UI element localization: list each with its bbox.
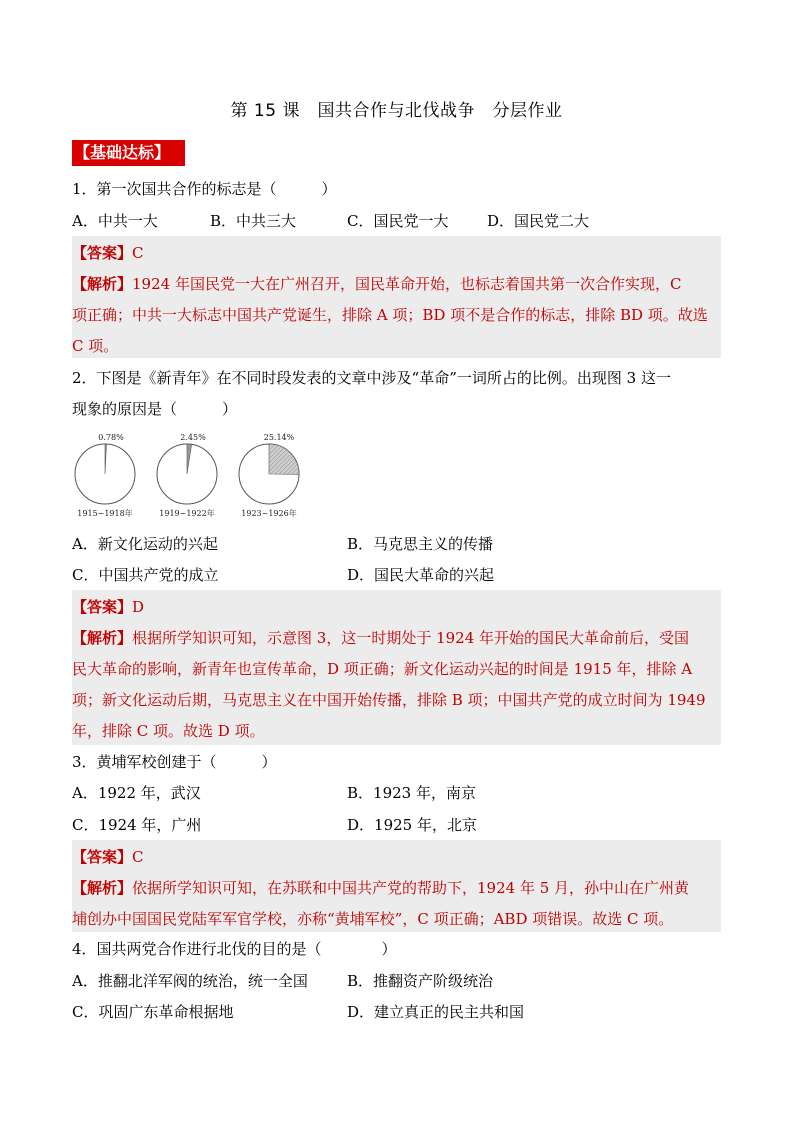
answer-value: D (132, 598, 145, 616)
answer-label: 【答案】 (72, 598, 133, 616)
pie-value-label: 2.45% (180, 433, 206, 442)
answer-label: 【答案】 (72, 848, 133, 866)
q3-option-a[interactable]: A．1922 年，武汉 (72, 784, 201, 802)
q2-answer (72, 597, 144, 617)
q1-analysis-line-1 (72, 274, 681, 294)
q1-option-c[interactable]: C．国民党一大 (347, 212, 449, 230)
q3-option-c[interactable]: C．1924 年，广州 (72, 816, 202, 834)
q2-analysis-line-4: 年，排除 C 项。故选 D 项。 (72, 722, 265, 740)
answer-value: C (132, 244, 144, 262)
q3-analysis-line-2: 埔创办中国国民党陆军军官学校，亦称“黄埔军校”，C 项正确；ABD 项错误。故选 C 项。 (72, 910, 674, 928)
q1-stem: 1．第一次国共合作的标志是（ ） (72, 180, 337, 198)
q1-answer-box (72, 236, 721, 358)
q2-analysis-line-1 (72, 628, 689, 648)
q3-analysis-line-1 (72, 878, 689, 898)
q1-analysis-line-3: C 项。 (72, 337, 119, 355)
pie-chart-figure (68, 426, 318, 526)
q4-stem: 4．国共两党合作进行北伐的目的是（ ） (72, 940, 397, 958)
pie-3 (239, 433, 299, 518)
q2-stem-line-2: 现象的原因是（ ） (72, 400, 238, 418)
q1-option-b[interactable]: B．中共三大 (210, 212, 297, 230)
analysis-text: 1924 年国民党一大在广州召开，国民革命开始，也标志着国共第一次合作实现，C (132, 275, 682, 293)
q4-option-a[interactable]: A．推翻北洋军阀的统治，统一全国 (72, 972, 308, 990)
pie-period-label: 1915~1918年 (77, 509, 133, 518)
answer-label: 【答案】 (72, 244, 133, 262)
q3-option-b[interactable]: B．1923 年，南京 (347, 784, 476, 802)
q1-option-d[interactable]: D．国民党二大 (487, 212, 590, 230)
q2-option-d[interactable]: D．国民大革命的兴起 (347, 566, 495, 584)
q4-option-d[interactable]: D．建立真正的民主共和国 (347, 1003, 525, 1021)
q2-option-b[interactable]: B．马克思主义的传播 (347, 535, 494, 553)
page-title: 第 15 课 国共合作与北伐战争 分层作业 (230, 101, 563, 121)
q2-analysis-line-2: 民大革命的影响，新青年也宣传革命，D 项正确；新文化运动兴起的时间是 1915 年，排除 A (72, 660, 693, 678)
q1-answer (72, 243, 144, 263)
pie-2 (157, 433, 217, 518)
pie-value-label: 25.14% (263, 433, 295, 442)
pie-slice (269, 444, 299, 474)
q4-option-b[interactable]: B．推翻资产阶级统治 (347, 972, 494, 990)
q3-option-d[interactable]: D．1925 年，北京 (347, 816, 477, 834)
analysis-text: 依据所学知识可知，在苏联和中国共产党的帮助下，1924 年 5 月，孙中山在广州黄 (132, 879, 690, 897)
q1-option-a[interactable]: A．中共一大 (72, 212, 158, 230)
q3-answer (72, 847, 144, 867)
analysis-label: 【解析】 (72, 879, 133, 897)
q1-analysis-line-2: 项正确；中共一大标志中国共产党诞生，排除 A 项；BD 项不是合作的标志，排除 BD 项。故选 (72, 306, 708, 324)
q2-analysis-line-3: 项；新文化运动后期，马克思主义在中国开始传播，排除 B 项；中国共产党的成立时间为 1949 (72, 691, 706, 709)
q2-stem-line-1: 2．下图是《新青年》在不同时段发表的文章中涉及“革命”一词所占的比例。出现图 3 这一 (72, 369, 671, 387)
pie-period-label: 1923~1926年 (241, 509, 297, 518)
q4-option-c[interactable]: C．巩固广东革命根据地 (72, 1003, 234, 1021)
pie-period-label: 1919~1922年 (159, 509, 215, 518)
pie-value-label: 0.78% (98, 433, 124, 442)
answer-value: C (132, 848, 144, 866)
q2-option-c[interactable]: C．中国共产党的成立 (72, 566, 219, 584)
analysis-label: 【解析】 (72, 629, 133, 647)
q3-stem: 3．黄埔军校创建于（ ） (72, 753, 277, 771)
q2-option-a[interactable]: A．新文化运动的兴起 (72, 535, 218, 553)
analysis-text: 根据所学知识可知，示意图 3，这一时期处于 1924 年开始的国民大革命前后，受国 (132, 629, 690, 647)
pie-1 (75, 433, 135, 518)
analysis-label: 【解析】 (72, 275, 133, 293)
section-tag: 【基础达标】 (72, 140, 185, 166)
